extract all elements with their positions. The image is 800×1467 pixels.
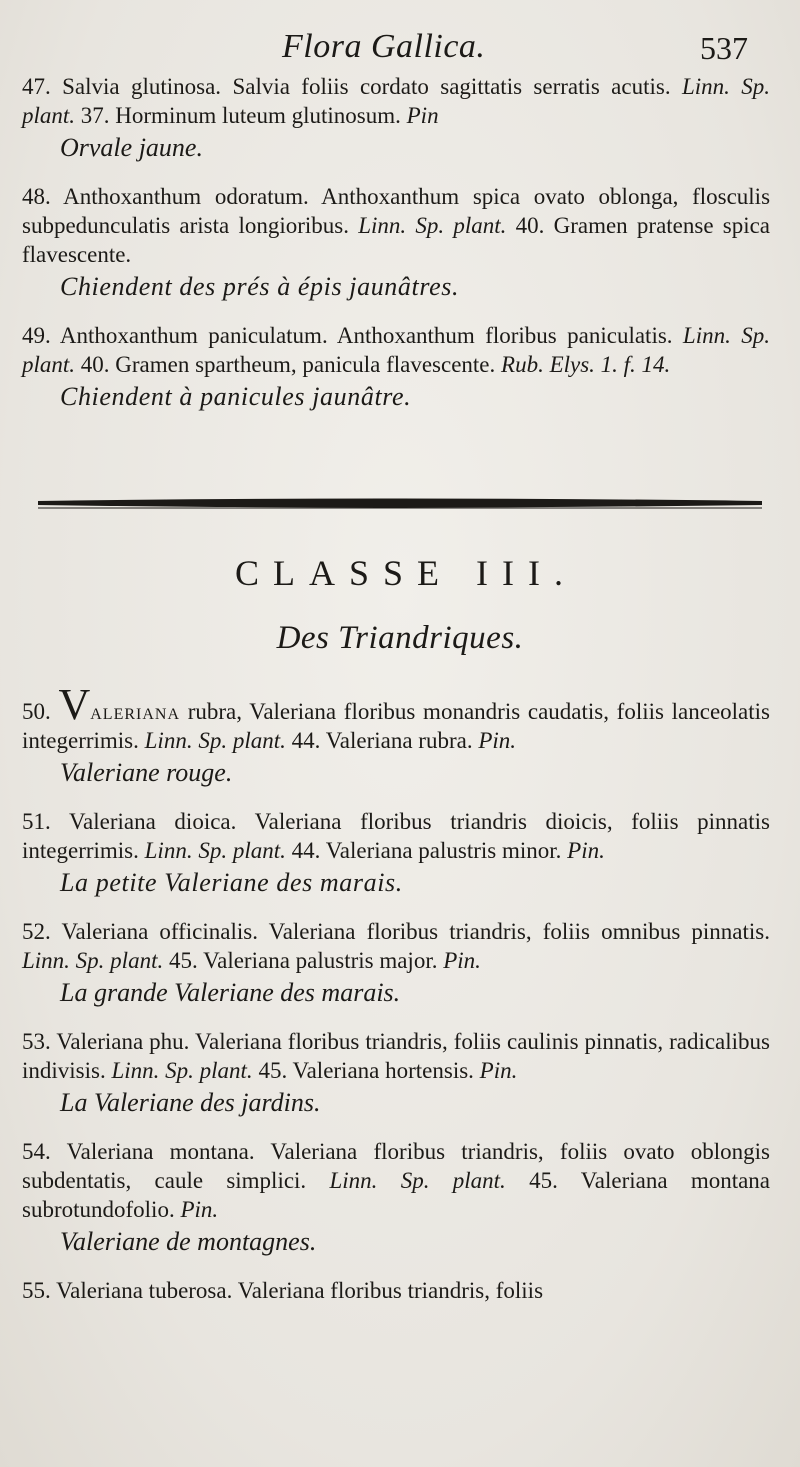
french-name: Valeriane de montagnes.	[60, 1227, 317, 1256]
entry-text	[22, 917, 770, 975]
reference-page: 37.	[80, 103, 110, 128]
latin-description: rubra, Valeriana floribus monandris caudatis, foliis lanceolatis integerrimis.	[22, 699, 770, 753]
entry-text	[22, 321, 770, 379]
latin-name: Valeriana tuberosa.	[56, 1278, 233, 1303]
entry-number: 51.	[22, 809, 51, 834]
french-name: La grande Valeriane des marais.	[60, 978, 401, 1007]
latin-description: Valeriana floribus triandris, foliis caulinis pinnatis, radicalibus indivisis.	[22, 1029, 770, 1083]
entry-number: 52.	[22, 919, 51, 944]
entry-text	[22, 1027, 770, 1085]
synonym-author: Pin.	[180, 1197, 219, 1222]
synonym-author: Pin.	[479, 1058, 518, 1083]
reference-author: Linn. Sp. plant.	[22, 948, 164, 973]
reference-page: 45.	[258, 1058, 288, 1083]
entry-number: 53.	[22, 1029, 51, 1054]
synonym-author: Pin.	[478, 728, 517, 753]
synonym: Valeriana montana subrotundofolio.	[22, 1168, 771, 1222]
reference-page: 44.	[291, 838, 321, 863]
species-entry-48	[22, 182, 770, 303]
french-name: La petite Valeriane des marais.	[60, 868, 403, 897]
reference-page: 40.	[80, 352, 110, 377]
synonym: Valeriana hortensis.	[292, 1058, 474, 1083]
reference-page: 40.	[515, 213, 545, 238]
synonym: Horminum luteum glutinosum.	[115, 103, 401, 128]
entry-text	[22, 1276, 770, 1305]
entry-number: 50.	[22, 699, 51, 724]
classe-title: CLASSE III.	[235, 553, 577, 593]
french-name: Valeriane rouge.	[60, 758, 233, 787]
latin-name: Valeriana montana.	[66, 1139, 255, 1164]
latin-description: Anthoxanthum spica ovato oblonga, flosculis subpedunculatis arista longioribus.	[22, 184, 771, 238]
entries-before-classe	[22, 72, 770, 431]
entry-number: 47.	[22, 74, 51, 99]
french-name: Orvale jaune.	[60, 133, 203, 162]
reference-page: 44.	[291, 728, 321, 753]
entry-text	[22, 182, 770, 269]
running-title: Flora Gallica.	[282, 28, 486, 65]
synonym: Gramen pratense spica flavescente.	[22, 213, 771, 267]
reference-author: Linn. Sp. plant.	[144, 728, 286, 753]
entry-text	[22, 680, 770, 755]
entry-number: 49.	[22, 323, 51, 348]
entry-number: 48.	[22, 184, 51, 209]
entry-number: 55.	[22, 1278, 51, 1303]
latin-description: Valeriana floribus triandris, foliis	[237, 1278, 544, 1303]
french-name: Chiendent des prés à épis jaunâtres.	[60, 272, 460, 301]
species-entry-49	[22, 321, 770, 413]
reference-page: 45.	[529, 1168, 558, 1193]
synonym: Valeriana palustris major.	[203, 948, 438, 973]
species-entry-47	[22, 72, 770, 164]
french-name: Chiendent à panicules jaunâtre.	[60, 382, 412, 411]
species-entry-50	[22, 680, 770, 789]
reference-page: 45.	[168, 948, 198, 973]
entry-text	[22, 72, 770, 130]
page-header	[0, 22, 800, 72]
reference-author: Linn. Sp. plant.	[111, 1058, 253, 1083]
synonym-author: Rub. Elys. 1. f. 14.	[501, 352, 671, 377]
species-entry-51	[22, 807, 770, 899]
reference-author: Linn. Sp. plant.	[22, 323, 770, 377]
latin-description: Anthoxanthum floribus paniculatis.	[336, 323, 673, 348]
latin-name: aleriana	[90, 699, 180, 724]
ornamental-divider	[38, 497, 762, 511]
synonym-author: Pin	[406, 103, 439, 128]
latin-description: Valeriana floribus triandris, foliis ovato oblongis subdentatis, caule simplici.	[22, 1139, 770, 1193]
synonym: Valeriana palustris minor.	[325, 838, 562, 863]
latin-description: Valeriana floribus triandris dioicis, foliis pinnatis integerrimis.	[22, 809, 770, 863]
synonym: Gramen spartheum, panicula flavescente.	[115, 352, 496, 377]
latin-name: Salvia glutinosa.	[62, 74, 222, 99]
latin-description: Valeriana floribus triandris, foliis omnibus pinnatis.	[268, 919, 770, 944]
page-number: 537	[700, 30, 748, 66]
entries-after-classe	[22, 680, 771, 1323]
latin-name: Valeriana phu.	[56, 1029, 190, 1054]
reference-author: Linn. Sp. plant.	[358, 213, 507, 238]
reference-author: Linn. Sp. plant.	[22, 74, 771, 128]
entry-number: 54.	[22, 1139, 51, 1164]
latin-name: Valeriana officinalis.	[61, 919, 258, 944]
species-entry-53	[22, 1027, 770, 1119]
reference-author: Linn. Sp. plant.	[144, 838, 286, 863]
species-entry-54	[22, 1137, 770, 1258]
latin-name: Valeriana dioica.	[68, 809, 237, 834]
french-name: La Valeriane des jardins.	[60, 1088, 321, 1117]
synonym-author: Pin.	[443, 948, 481, 973]
classe-subtitle: Des Triandriques.	[276, 620, 524, 656]
entry-text	[22, 1137, 770, 1224]
synonym: Valeriana rubra.	[325, 728, 473, 753]
reference-author: Linn. Sp. plant.	[329, 1168, 506, 1193]
synonym-author: Pin.	[567, 838, 605, 863]
species-entry-55	[22, 1276, 770, 1305]
species-entry-52	[22, 917, 770, 1009]
latin-name: Anthoxanthum paniculatum.	[59, 323, 328, 348]
drop-cap: V	[58, 680, 91, 729]
latin-description: Salvia foliis cordato sagittatis serratis acutis.	[232, 74, 671, 99]
entry-text	[22, 807, 770, 865]
latin-name: Anthoxanthum odoratum.	[63, 184, 309, 209]
